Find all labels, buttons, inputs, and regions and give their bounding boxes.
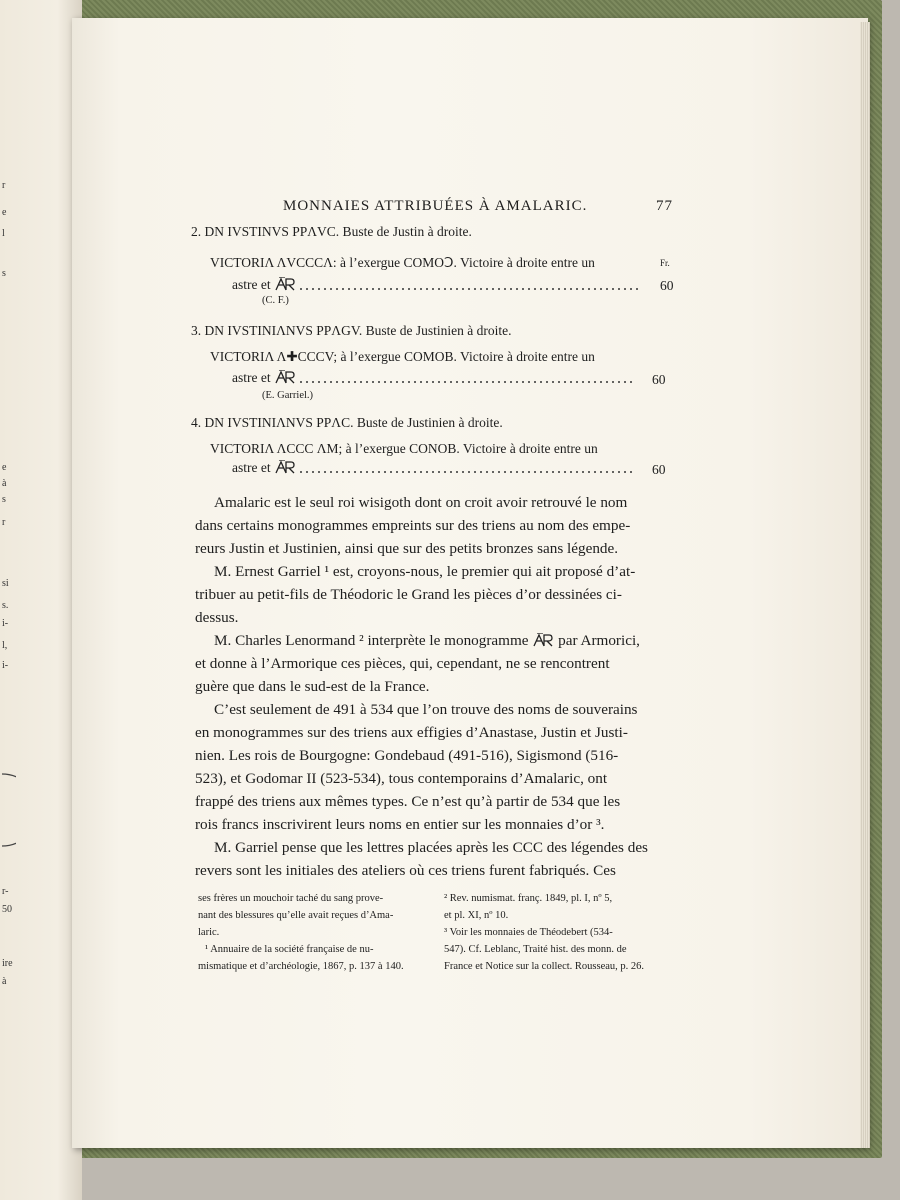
left-page-fragment: si bbox=[2, 578, 9, 589]
body-line-text: M. Charles Lenormand ² interprète le monogramme bbox=[214, 632, 529, 649]
footnote-line: nant des blessures qu’elle avait reçues d’Ama- bbox=[198, 910, 394, 921]
left-page-fragment: l bbox=[2, 228, 5, 239]
ar-monogram-icon bbox=[532, 633, 554, 647]
left-page-fragment: ire bbox=[2, 958, 13, 969]
left-facing-page bbox=[0, 0, 82, 1200]
body-line bbox=[214, 633, 640, 648]
entry-3-price: 60 bbox=[652, 372, 666, 387]
entry-4-obverse: 4. DN IVSTINIΛNVS PPΛC. Buste de Justinien à droite. bbox=[191, 415, 503, 430]
body-line: Amalaric est le seul roi wisigoth dont on croit avoir retrouvé le nom bbox=[214, 494, 628, 511]
footnote-line: ² Rev. numismat. franç. 1849, pl. I, nº 5, bbox=[444, 893, 613, 904]
entry-2-source: (C. F.) bbox=[262, 295, 289, 306]
left-page-circle-fragment bbox=[0, 770, 16, 850]
chapter-title: MONNAIES ATTRIBUÉES À AMALARIC. bbox=[283, 198, 588, 214]
left-page-fragment: e bbox=[2, 462, 7, 473]
left-page-fragment: i- bbox=[2, 660, 9, 671]
page-edges bbox=[860, 22, 870, 1148]
body-line: nien. Les rois de Bourgogne: Gondebaud (491-516), Sigismond (516- bbox=[195, 747, 619, 764]
body-line: frappé des triens aux mêmes types. Ce n’est qu’à partir de 534 que les bbox=[195, 793, 621, 810]
body-line: dans certains monogrammes empreints sur des triens au nom des empe- bbox=[195, 517, 631, 534]
body-line: et donne à l’Armorique ces pièces, qui, cependant, ne se rencontrent bbox=[195, 655, 610, 672]
footnote-line: ¹ Annuaire de la société française de nu- bbox=[205, 944, 374, 955]
entry-3-obverse: 3. DN IVSTINIΛNVS PPΛGV. Buste de Justinien à droite. bbox=[191, 323, 512, 338]
body-line: M. Garriel pense que les lettres placées après les CCC des légendes des bbox=[214, 839, 648, 856]
ar-monogram-icon bbox=[274, 460, 296, 474]
entry-2-astre-line bbox=[232, 277, 296, 293]
left-page-fragment: s. bbox=[2, 600, 9, 611]
footnote-line: et pl. XI, nº 10. bbox=[444, 910, 509, 921]
body-line: revers sont les initiales des ateliers où ces triens furent fabriqués. Ces bbox=[195, 862, 616, 879]
body-line: reurs Justin et Justinien, ainsi que sur des petits bronzes sans légende. bbox=[195, 540, 619, 557]
entry-3-astre-text: astre et bbox=[232, 370, 271, 385]
currency-label: Fr. bbox=[660, 258, 670, 268]
left-page-fragment: r bbox=[2, 517, 6, 528]
left-page-fragment: i- bbox=[2, 618, 9, 629]
body-line: guère que dans le sud-est de la France. bbox=[195, 678, 430, 695]
body-line: C’est seulement de 491 à 534 que l’on trouve des noms de souverains bbox=[214, 701, 638, 718]
footnote-line: laric. bbox=[198, 927, 220, 938]
entry-3-reverse: VICTORIΛ Λ✚CCCV; à l’exergue COMOB. Victoire à droite entre un bbox=[210, 349, 595, 364]
footnote-line: 547). Cf. Leblanc, Traité hist. des monn. de bbox=[444, 944, 627, 955]
footnote-line: France et Notice sur la collect. Rousseau, p. 26. bbox=[444, 961, 645, 972]
left-page-fragment: r bbox=[2, 180, 6, 191]
entry-2-obverse: 2. DN IVSTINVS PPΛVC. Buste de Justin à droite. bbox=[191, 224, 472, 239]
leader-dots bbox=[298, 282, 638, 292]
body-line: en monogrammes sur des triens aux effigies d’Anastase, Justin et Justi- bbox=[195, 724, 628, 741]
left-page-fragment: à bbox=[2, 478, 7, 489]
entry-3-astre-line bbox=[232, 370, 296, 386]
left-page-fragment: r- bbox=[2, 886, 9, 897]
leader-dots bbox=[298, 465, 634, 475]
left-page-fragment: e bbox=[2, 207, 7, 218]
ar-monogram-icon bbox=[274, 370, 296, 384]
body-line: tribuer au petit-fils de Théodoric le Grand les pièces d’or dessinées ci- bbox=[195, 586, 622, 603]
ar-monogram-icon bbox=[274, 277, 296, 291]
left-page-fragment: 50 bbox=[2, 904, 12, 915]
body-line: M. Ernest Garriel ¹ est, croyons-nous, le premier qui ait proposé d’at- bbox=[214, 563, 636, 580]
book-page bbox=[72, 18, 868, 1148]
body-line: rois francs inscrivirent leurs noms en entier sur les monnaies d’or ³. bbox=[195, 816, 605, 833]
page-number: 77 bbox=[656, 198, 673, 214]
entry-4-astre-text: astre et bbox=[232, 460, 271, 475]
entry-4-reverse: VICTORIΛ ΛCCC ΛM; à l’exergue CONOB. Victoire à droite entre un bbox=[210, 441, 598, 456]
body-line: dessus. bbox=[195, 609, 239, 626]
leader-dots bbox=[298, 375, 634, 385]
entry-3-source: (E. Garriel.) bbox=[262, 390, 314, 401]
left-page-fragment: l, bbox=[2, 640, 8, 651]
entry-2-astre-text: astre et bbox=[232, 277, 271, 292]
left-page-fragment: s bbox=[2, 494, 6, 505]
footnote-line: ³ Voir les monnaies de Théodebert (534- bbox=[444, 927, 613, 938]
left-page-fragment: s bbox=[2, 268, 6, 279]
left-page-fragment: à bbox=[2, 976, 7, 987]
entry-2-price: 60 bbox=[660, 278, 674, 293]
body-line-text: par Armorici, bbox=[558, 632, 640, 649]
entry-2-reverse: VICTORIΛ ΛVCCCΛ: à l’exergue COMOↃ. Victoire à droite entre un bbox=[210, 255, 595, 270]
entry-4-price: 60 bbox=[652, 462, 666, 477]
entry-4-astre-line bbox=[232, 460, 296, 476]
footnote-line: ses frères un mouchoir taché du sang prove- bbox=[198, 893, 384, 904]
footnote-line: mismatique et d’archéologie, 1867, p. 137 à 140. bbox=[198, 961, 404, 972]
body-line: 523), et Godomar II (523-534), tous contemporains d’Amalaric, ont bbox=[195, 770, 608, 787]
